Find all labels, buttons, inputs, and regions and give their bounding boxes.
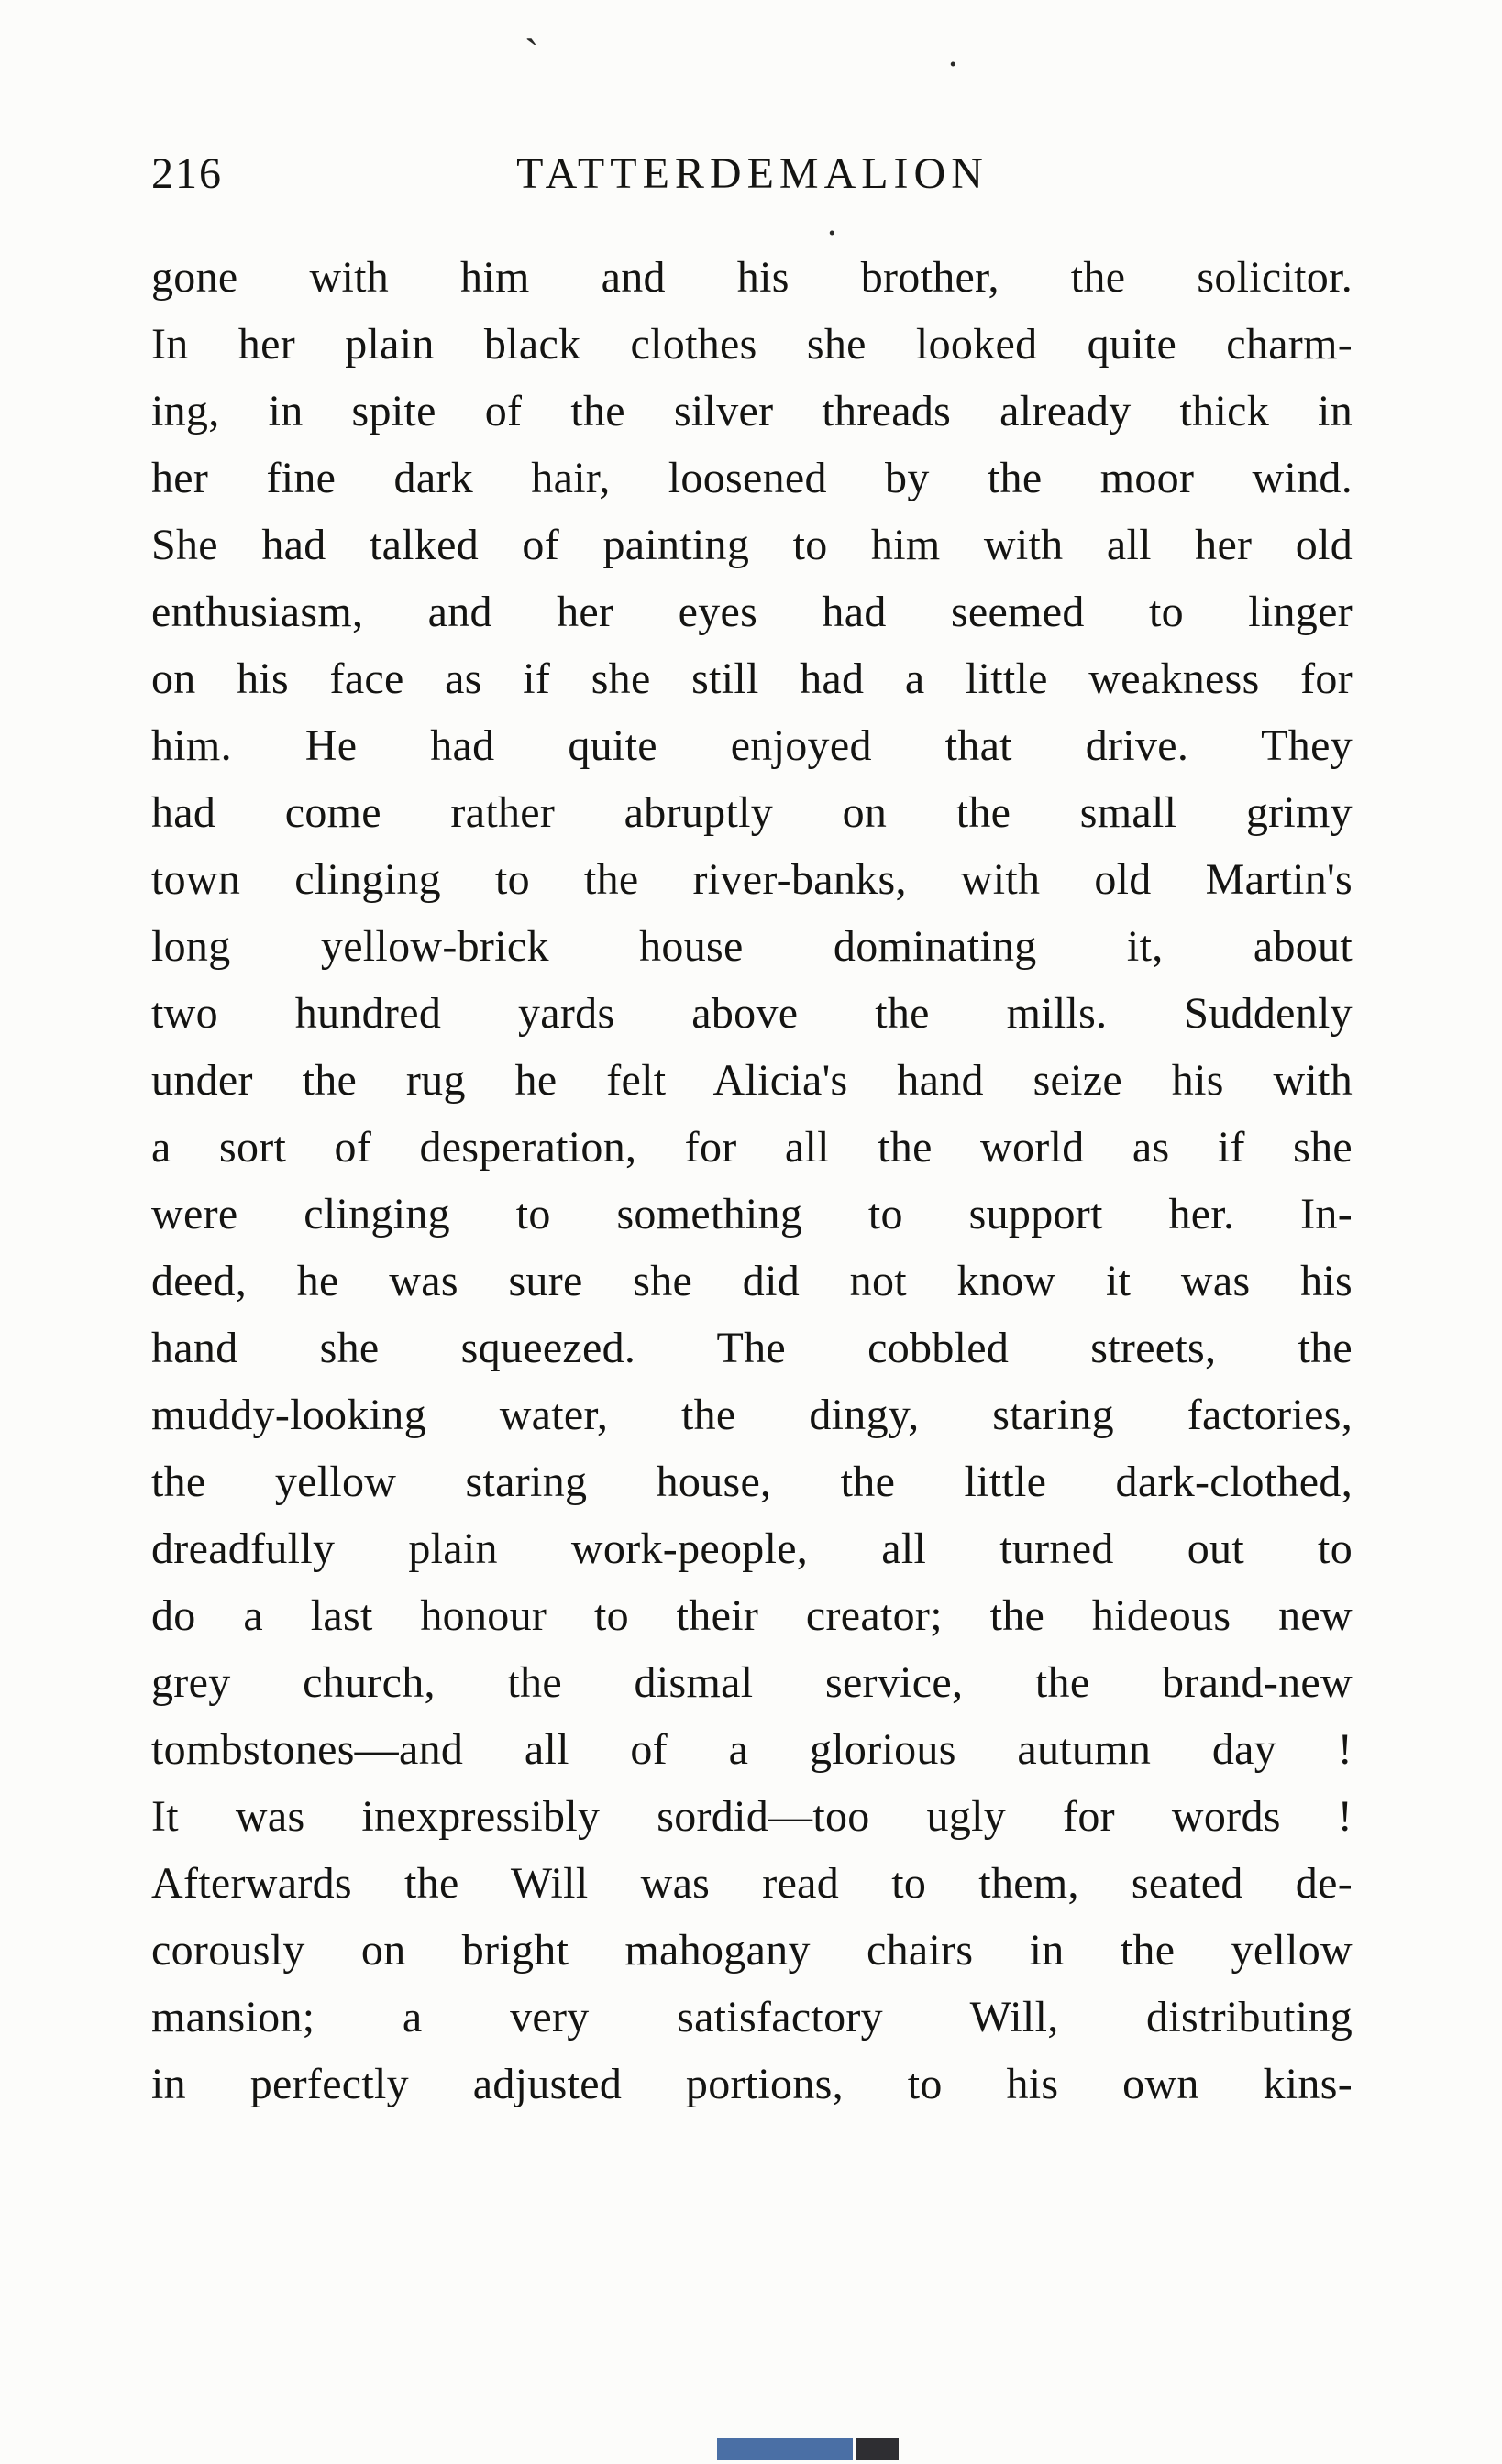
scan-artifact-dark-bar — [856, 2438, 899, 2460]
text-line: enthusiasm, and her eyes had seemed to linger — [151, 588, 1353, 636]
text-line: him. He had quite enjoyed that drive. They — [151, 721, 1353, 770]
text-line: corously on bright mahogany chairs in the yellow — [151, 1926, 1353, 1974]
text-line: tombstones—and all of a glorious autumn day ! — [151, 1725, 1353, 1774]
text-line: on his face as if she still had a little weakness for — [151, 654, 1353, 703]
text-line: dreadfully plain work-people, all turned out to — [151, 1524, 1353, 1573]
text-line: deed, he was sure she did not know it was his — [151, 1257, 1353, 1305]
text-line: under the rug he felt Alicia's hand seize his with — [151, 1056, 1353, 1105]
scan-artifact-blue-bar — [717, 2438, 853, 2460]
text-line: ing, in spite of the silver threads already thick in — [151, 387, 1353, 435]
text-line: gone with him and his brother, the solicitor. — [151, 253, 1353, 302]
scan-artifact-dot: . — [948, 33, 958, 75]
page-number: 216 — [151, 149, 223, 198]
text-line: the yellow staring house, the little dark-clothed, — [151, 1458, 1353, 1506]
text-line: hand she squeezed. The cobbled streets, the — [151, 1324, 1353, 1372]
scan-artifact-tick: ` — [525, 30, 539, 77]
text-line: town clinging to the river-banks, with old Martin's — [151, 855, 1353, 904]
text-line: were clinging to something to support her. In- — [151, 1190, 1353, 1238]
text-line: her fine dark hair, loosened by the moor wind. — [151, 454, 1353, 502]
text-line: a sort of desperation, for all the world as if she — [151, 1123, 1353, 1172]
text-line: muddy-looking water, the dingy, staring factories, — [151, 1391, 1353, 1439]
text-line: Afterwards the Will was read to them, seated de- — [151, 1859, 1353, 1908]
text-line: She had talked of painting to him with all her old — [151, 521, 1353, 569]
running-head-title: TATTERDEMALION — [516, 149, 988, 198]
scan-artifact-dot: . — [827, 202, 837, 244]
text-line: It was inexpressibly sordid—too ugly for words ! — [151, 1792, 1353, 1841]
body-text — [151, 244, 1353, 2118]
text-line: two hundred yards above the mills. Suddenly — [151, 989, 1353, 1038]
text-line: had come rather abruptly on the small grimy — [151, 788, 1353, 837]
text-line: long yellow-brick house dominating it, about — [151, 922, 1353, 971]
text-line: in perfectly adjusted portions, to his own kins- — [151, 2060, 1353, 2108]
text-line: grey church, the dismal service, the brand-new — [151, 1658, 1353, 1707]
running-head — [151, 148, 1353, 205]
text-line: In her plain black clothes she looked quite charm- — [151, 320, 1353, 368]
text-line: mansion; a very satisfactory Will, distributing — [151, 1993, 1353, 2041]
text-line: do a last honour to their creator; the hideous new — [151, 1591, 1353, 1640]
